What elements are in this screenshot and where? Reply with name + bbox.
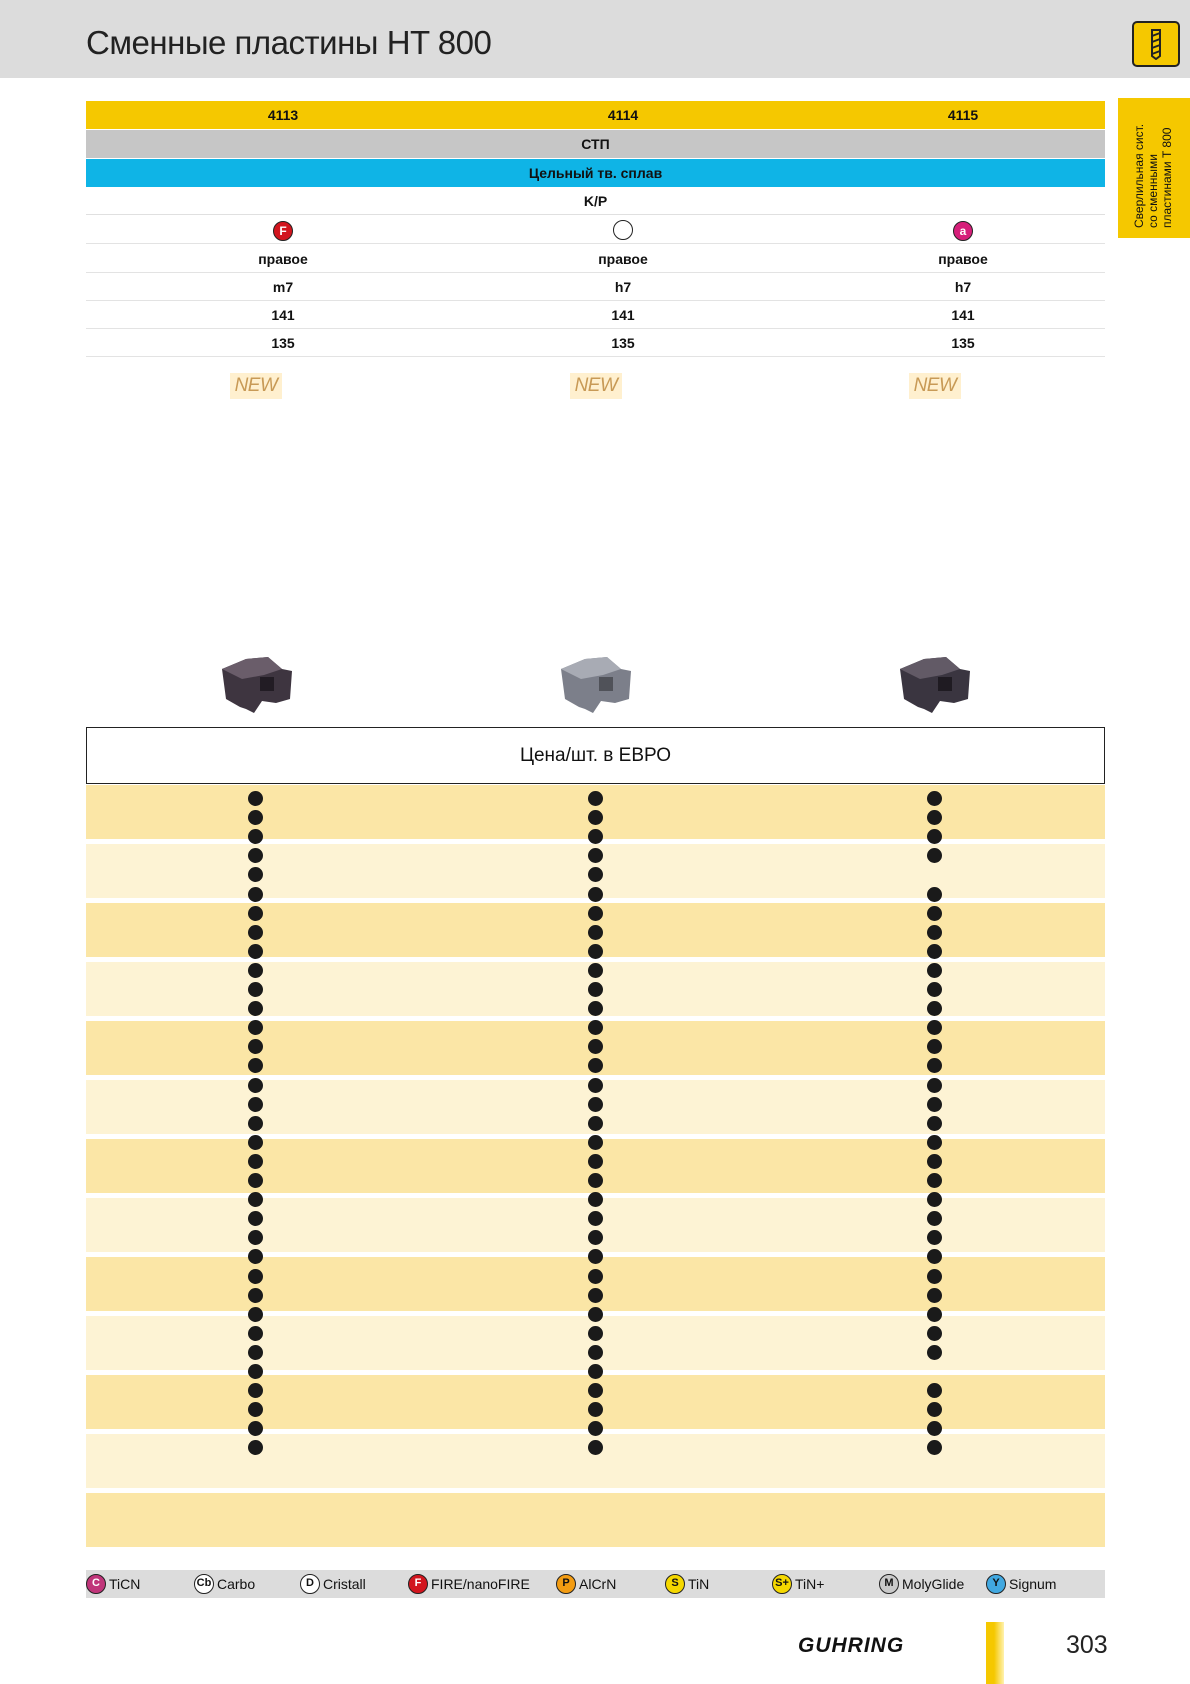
- coating-a-icon: a: [953, 221, 973, 241]
- legend-label: Carbo: [217, 1576, 256, 1592]
- availability-dot: [588, 1058, 603, 1073]
- availability-dot: [248, 1058, 263, 1073]
- availability-dot: [588, 1211, 603, 1226]
- page-header: [0, 0, 1190, 78]
- legend-item: [86, 1570, 140, 1598]
- ticn-icon: C: [86, 1574, 106, 1594]
- availability-dot: [248, 1078, 263, 1093]
- availability-dot: [588, 1364, 603, 1379]
- insert-image-4114: [555, 655, 635, 715]
- availability-dot: [248, 1116, 263, 1131]
- standard-row: [86, 301, 1105, 329]
- availability-dot: [927, 1058, 942, 1073]
- availability-dot: [927, 1402, 942, 1417]
- availability-dot: [588, 925, 603, 940]
- legend-label: FIRE/nanoFIRE: [431, 1576, 530, 1592]
- drill-logo-icon: [1132, 21, 1180, 67]
- availability-dot: [248, 906, 263, 921]
- availability-dot: [927, 829, 942, 844]
- insert-image-4113: [216, 655, 296, 715]
- availability-dot: [588, 1383, 603, 1398]
- availability-dot: [248, 1039, 263, 1054]
- availability-dot: [588, 1039, 603, 1054]
- price-header: Цена/шт. в ЕВРО: [86, 727, 1105, 784]
- availability-dot: [588, 810, 603, 825]
- availability-dot: [927, 1230, 942, 1245]
- availability-dot: [248, 925, 263, 940]
- availability-dot: [927, 1269, 942, 1284]
- availability-dot: [927, 1020, 942, 1035]
- article-number-band: [86, 101, 1105, 129]
- availability-dot: [588, 1078, 603, 1093]
- article-number: 4115: [947, 107, 979, 123]
- article-number: 4114: [607, 107, 639, 123]
- table-cell: 135: [951, 335, 975, 351]
- section-tab-line: пластинами T 800: [1160, 127, 1174, 228]
- availability-dot: [588, 887, 603, 902]
- availability-dot: [248, 1326, 263, 1341]
- material-short-band: СТП: [86, 130, 1105, 158]
- availability-dot: [588, 1173, 603, 1188]
- availability-dot: [927, 963, 942, 978]
- table-cell: 141: [951, 307, 975, 323]
- iso-group-band: K/P: [86, 188, 1105, 215]
- tolerance-row: [86, 273, 1105, 301]
- availability-dot: [588, 1192, 603, 1207]
- page-title: Сменные пластины HT 800: [86, 24, 492, 61]
- availability-dot: [588, 867, 603, 882]
- availability-dot: [927, 1135, 942, 1150]
- availability-dot: [248, 1307, 263, 1322]
- availability-dot: [927, 1078, 942, 1093]
- availability-dot: [588, 1269, 603, 1284]
- availability-dot: [588, 1440, 603, 1455]
- availability-dot: [927, 944, 942, 959]
- availability-dot: [588, 848, 603, 863]
- availability-dot: [248, 1154, 263, 1169]
- table-cell: 141: [271, 307, 295, 323]
- availability-dot: [927, 1288, 942, 1303]
- insert-image-4115: [894, 655, 974, 715]
- availability-dot: [588, 1288, 603, 1303]
- standard-row: [86, 329, 1105, 357]
- availability-dot: [927, 906, 942, 921]
- material-band: Цельный тв. сплав: [86, 159, 1105, 187]
- section-tab-line: со сменными: [1146, 154, 1160, 228]
- availability-dot: [927, 887, 942, 902]
- table-row: [86, 1493, 1105, 1550]
- availability-dot: [588, 1154, 603, 1169]
- availability-dot: [248, 1269, 263, 1284]
- availability-dot: [248, 1173, 263, 1188]
- availability-dot: [248, 1421, 263, 1436]
- legend-label: MolyGlide: [902, 1576, 965, 1592]
- availability-dot: [927, 791, 942, 806]
- molyglide-icon: M: [879, 1574, 899, 1594]
- availability-dot: [248, 810, 263, 825]
- legend-item: [556, 1570, 616, 1598]
- table-cell: 135: [611, 335, 635, 351]
- carbo-icon: Cb: [194, 1574, 214, 1594]
- availability-dot: [248, 1249, 263, 1264]
- legend-label: AlCrN: [579, 1576, 617, 1592]
- article-number: 4113: [267, 107, 299, 123]
- section-tab-line: Сверлильная сист.: [1132, 123, 1146, 228]
- coating-row: [86, 216, 1105, 244]
- legend-label: TiN: [688, 1576, 710, 1592]
- availability-dot: [588, 982, 603, 997]
- new-badge: NEW: [570, 373, 622, 399]
- availability-dot: [927, 1173, 942, 1188]
- brand-logo: GUHRING: [798, 1634, 905, 1657]
- availability-dot: [927, 1421, 942, 1436]
- availability-dot: [248, 829, 263, 844]
- table-row: [86, 1257, 1105, 1314]
- availability-dot: [248, 1135, 263, 1150]
- availability-dot: [927, 1383, 942, 1398]
- availability-dot: [588, 1116, 603, 1131]
- availability-dot: [927, 1211, 942, 1226]
- legend-item: [300, 1570, 366, 1598]
- legend-item: [665, 1570, 709, 1598]
- coating-legend: [86, 1570, 1105, 1598]
- availability-dot: [248, 887, 263, 902]
- availability-dot: [588, 1421, 603, 1436]
- availability-dot: [248, 1097, 263, 1112]
- availability-dot: [927, 810, 942, 825]
- tin-plus-icon: S+: [772, 1574, 792, 1594]
- availability-dot: [248, 944, 263, 959]
- table-cell: h7: [614, 279, 632, 295]
- availability-dot: [248, 1402, 263, 1417]
- table-cell: правое: [598, 251, 648, 267]
- legend-item: [879, 1570, 964, 1598]
- availability-dot: [927, 1097, 942, 1112]
- table-cell: h7: [954, 279, 972, 295]
- availability-dot: [588, 906, 603, 921]
- fire-coating-icon: F: [273, 221, 293, 241]
- alcrn-icon: P: [556, 1574, 576, 1594]
- availability-dot: [927, 1116, 942, 1131]
- legend-item: [194, 1570, 255, 1598]
- legend-label: Signum: [1009, 1576, 1057, 1592]
- section-tab-label: [1133, 104, 1181, 228]
- availability-dot: [927, 1307, 942, 1322]
- legend-item: [408, 1570, 530, 1598]
- availability-dot: [588, 1020, 603, 1035]
- direction-row: [86, 245, 1105, 273]
- table-cell: 141: [611, 307, 635, 323]
- availability-dot: [248, 867, 263, 882]
- availability-dot: [927, 1192, 942, 1207]
- availability-dot: [927, 1326, 942, 1341]
- availability-dot: [588, 1230, 603, 1245]
- availability-dot: [927, 1039, 942, 1054]
- legend-label: Cristall: [323, 1576, 366, 1592]
- availability-dot: [927, 1001, 942, 1016]
- table-cell: 135: [271, 335, 295, 351]
- new-badge: NEW: [230, 373, 282, 399]
- availability-dot: [588, 1345, 603, 1360]
- availability-dot: [927, 1154, 942, 1169]
- availability-dot: [248, 1192, 263, 1207]
- availability-dot: [588, 1326, 603, 1341]
- legend-item: [772, 1570, 824, 1598]
- availability-dot: [927, 1440, 942, 1455]
- availability-dot: [248, 848, 263, 863]
- table-cell: правое: [938, 251, 988, 267]
- availability-dot: [588, 944, 603, 959]
- availability-dot: [588, 1249, 603, 1264]
- legend-label: TiN+: [795, 1576, 825, 1592]
- availability-dot: [588, 1135, 603, 1150]
- fire-icon: F: [408, 1574, 428, 1594]
- availability-dot: [248, 1288, 263, 1303]
- uncoated-icon: [613, 220, 633, 240]
- availability-dot: [588, 963, 603, 978]
- availability-dot: [248, 1211, 263, 1226]
- availability-dot: [248, 1345, 263, 1360]
- brand-bar: [986, 1622, 1004, 1684]
- availability-dot: [248, 1364, 263, 1379]
- availability-dot: [927, 848, 942, 863]
- legend-label: TiCN: [109, 1576, 141, 1592]
- table-cell: m7: [272, 279, 294, 295]
- availability-dot: [588, 829, 603, 844]
- availability-dot: [927, 925, 942, 940]
- availability-dot: [248, 963, 263, 978]
- availability-dot: [248, 791, 263, 806]
- availability-dot: [248, 1383, 263, 1398]
- table-cell: правое: [258, 251, 308, 267]
- availability-dot: [927, 982, 942, 997]
- availability-dot: [248, 1440, 263, 1455]
- availability-dot: [588, 1402, 603, 1417]
- availability-dot: [588, 1001, 603, 1016]
- availability-dot: [588, 1307, 603, 1322]
- availability-dot: [248, 1230, 263, 1245]
- signum-icon: Y: [986, 1574, 1006, 1594]
- availability-dot: [248, 1001, 263, 1016]
- page-number: 303: [1066, 1631, 1108, 1659]
- availability-dot: [248, 1020, 263, 1035]
- cristall-icon: D: [300, 1574, 320, 1594]
- availability-dot: [588, 791, 603, 806]
- availability-dot: [248, 982, 263, 997]
- legend-item: [986, 1570, 1056, 1598]
- availability-dot: [927, 1249, 942, 1264]
- availability-dot: [927, 1345, 942, 1360]
- new-badge: NEW: [909, 373, 961, 399]
- availability-dot: [588, 1097, 603, 1112]
- tin-icon: S: [665, 1574, 685, 1594]
